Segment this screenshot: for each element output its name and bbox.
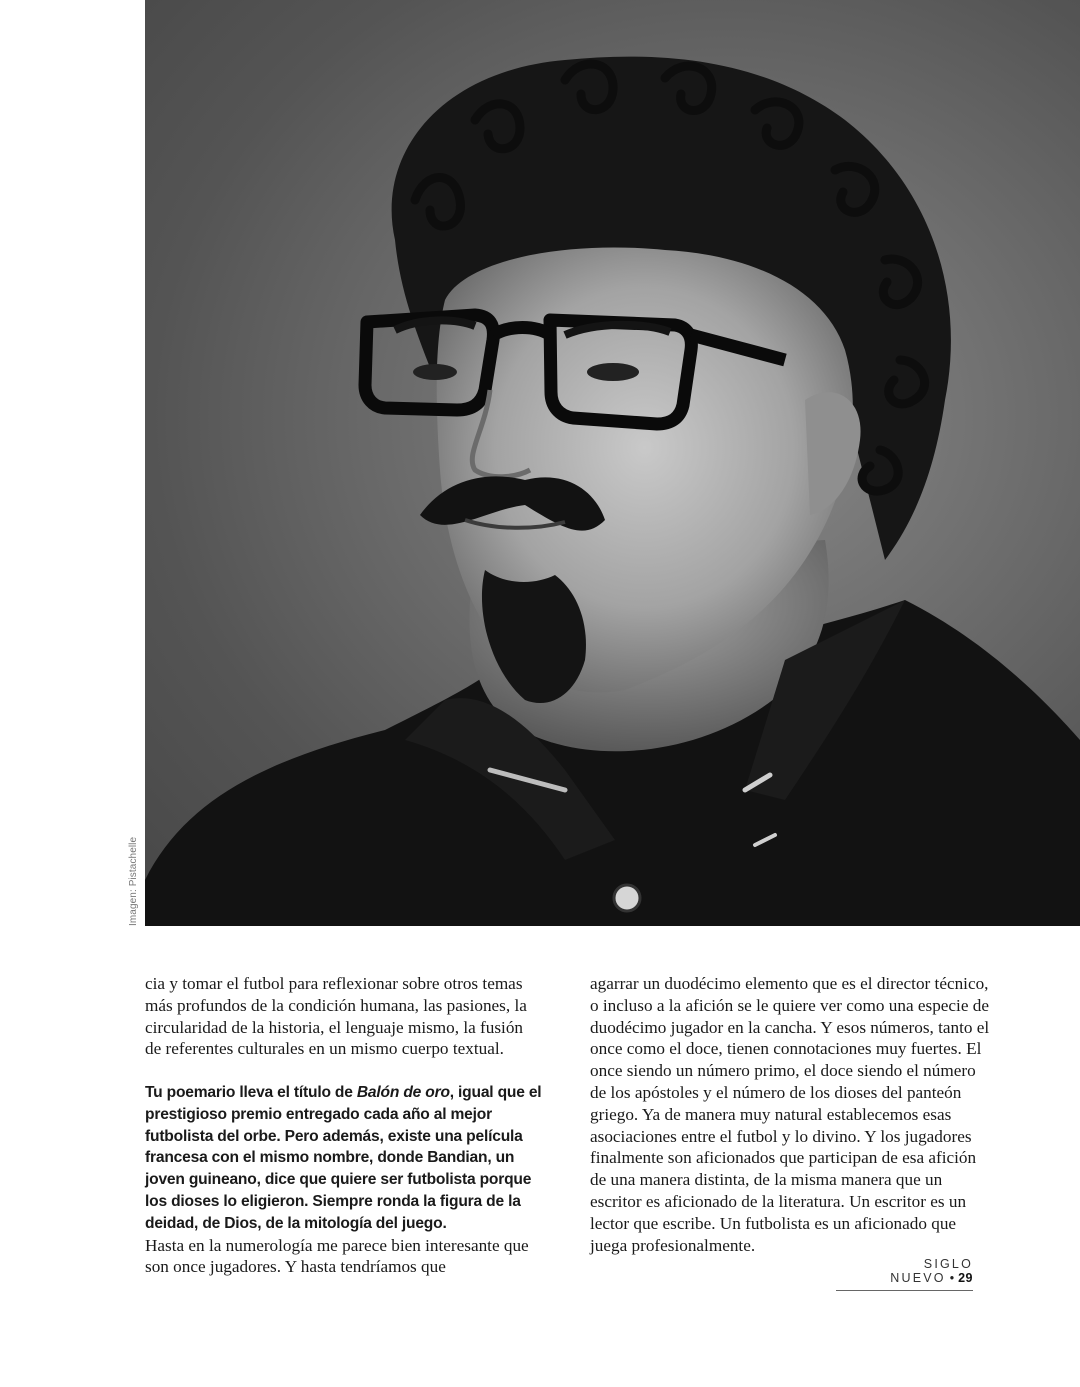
question-text-2: , igual que el prestigioso premio entregado cada año al mejor futbolista del orbe. Pero además, existe una película francesa con el mismo nombre, donde Bandian, un joven guineano, dice que quiere ser futbolista porque los dioses lo eligieron. Siempre ronda la figura de la deidad, de Dios, de la mitología del juego. [145, 1083, 542, 1232]
interview-question [145, 1082, 543, 1235]
question-text-1: Tu poemario lleva el título de [145, 1083, 357, 1101]
photo-credit: Imagen: Pistachelle [128, 836, 139, 926]
article-paragraph: cia y tomar el futbol para reflexionar sobre otros temas más profundos de la condición humana, las pasiones, la circularidad de la historia, el lenguaje mismo, la fusión de referentes culturales en un mismo cuerpo textual. [145, 974, 527, 1059]
interview-answer: Hasta en la numerología me parece bien interesante que son once jugadores. Y hasta tendríamos que [145, 1235, 529, 1277]
footer-separator: • [949, 1271, 955, 1285]
magazine-name: SIGLO NUEVO [890, 1257, 973, 1285]
portrait-illustration [145, 0, 1080, 926]
article-left-column [145, 973, 543, 1278]
article-right-column [590, 973, 990, 1256]
question-book-title: Balón de oro [356, 1083, 450, 1101]
page-footer [836, 1257, 973, 1291]
interview-answer-continued: agarrar un duodécimo elemento que es el director técnico, o incluso a la afición se le quiere ver como una especie de duodécimo jugador en la cancha. Y esos números, tanto el once como el doce, tienen connotaciones muy fuertes. El once siendo un número primo, el doce siendo el número de los apóstoles y el número de los dioses del panteón griego. Ya de manera muy natural establecemos esas asociaciones entre el futbol y lo divino. Y los jugadores finalmente son aficionados que participan de esa afición de una manera distinta, de la misma manera que un escritor es aficionado de la literatura. Un escritor es un lector que escribe. Un futbolista es un aficionado que juega profesionalmente. [590, 974, 990, 1255]
page-number: 29 [958, 1271, 973, 1285]
portrait-photo [145, 0, 1080, 926]
